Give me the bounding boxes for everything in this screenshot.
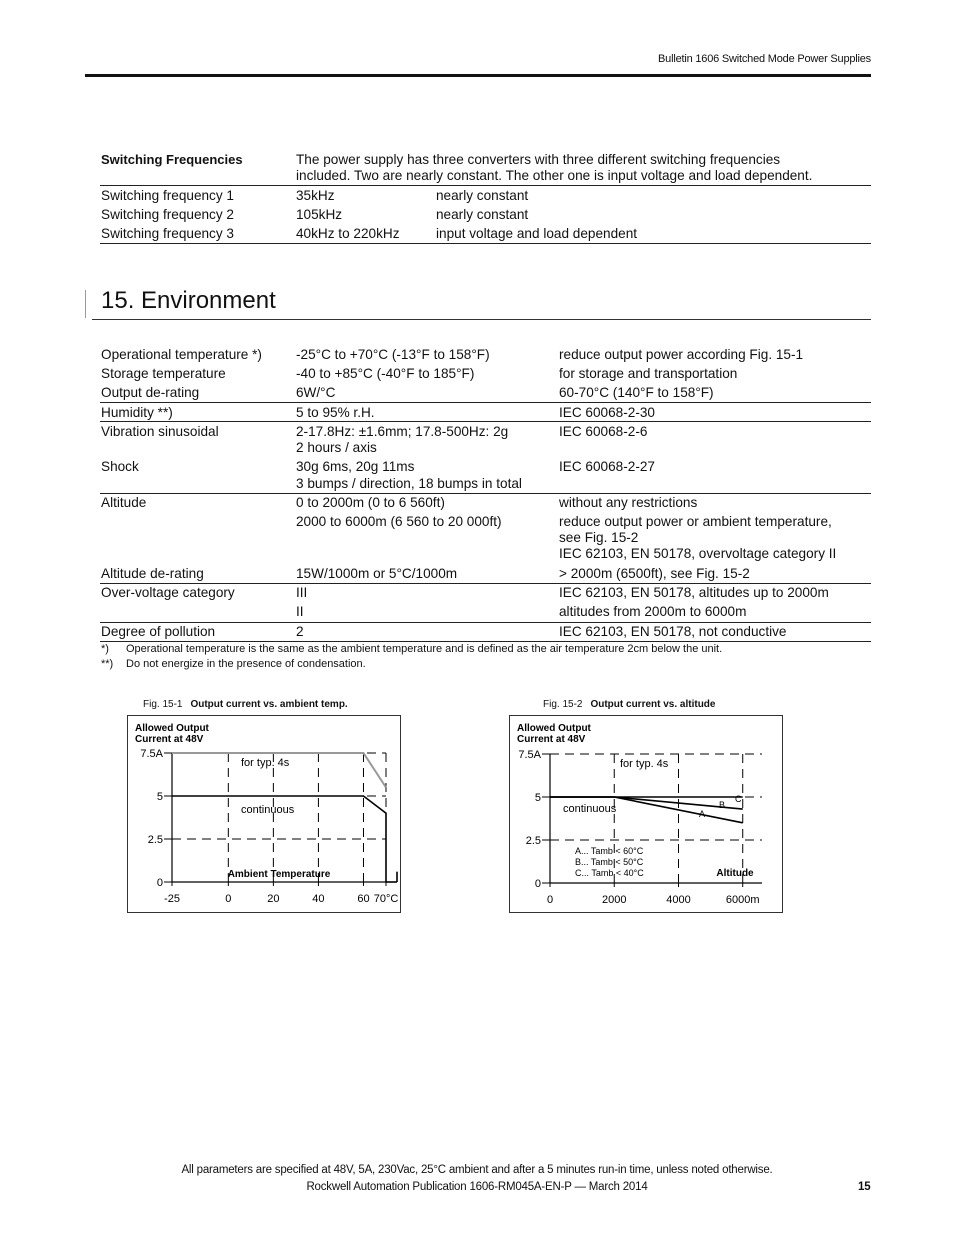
divider (100, 421, 871, 422)
legend-item: B... Tamb < 50°C (575, 857, 644, 867)
fig2-number: Fig. 15-2 (543, 699, 583, 710)
footer-publication: Rockwell Automation Publication 1606-RM045A-EN-P — March 2014 (306, 1181, 648, 1193)
storage-note: for storage and transportation (559, 366, 738, 381)
sw-label-2: Switching frequency 2 (101, 207, 234, 222)
x-tick-label: 40 (312, 893, 325, 905)
series-label-c: C (735, 794, 742, 804)
chart-current-vs-temp (127, 715, 401, 913)
series-label-a: A (699, 809, 706, 819)
humidity-label: Humidity **) (101, 405, 173, 420)
overvoltage-value-2: II (296, 604, 304, 619)
altitude-note-1: without any restrictions (559, 495, 698, 510)
altitude-value-2: 2000 to 6000m (6 560 to 20 000ft) (296, 514, 502, 529)
vibration-note: IEC 60068-2-6 (559, 424, 648, 439)
overvoltage-label: Over-voltage category (101, 585, 235, 600)
fig1-caption (143, 699, 348, 710)
page-number: 15 (858, 1181, 871, 1193)
series-label-b: B (719, 800, 726, 810)
switching-desc-2: included. Two are nearly constant. The other one is input voltage and load dependent. (296, 168, 813, 183)
sw-value-3: 40kHz to 220kHz (296, 226, 400, 241)
x-axis-label: Altitude (716, 868, 754, 879)
alt-derating-value: 15W/1000m or 5°C/1000m (296, 566, 458, 581)
divider (100, 622, 871, 623)
op-temp-value: -25°C to +70°C (-13°F to 158°F) (296, 347, 490, 362)
x-tick-label: 6000m (725, 894, 760, 906)
sw-note-3: input voltage and load dependent (436, 226, 638, 241)
x-axis-label: Ambient Temperature (227, 869, 331, 880)
storage-label: Storage temperature (101, 366, 226, 381)
annotation-continuous: continuous (563, 803, 617, 815)
op-temp-label: Operational temperature *) (101, 347, 262, 362)
divider (100, 493, 871, 494)
derating-label: Output de-rating (101, 385, 200, 400)
legend-item: C... Tamb < 40°C (575, 868, 644, 878)
y-tick-label: 2.5 (525, 835, 541, 847)
pollution-label: Degree of pollution (101, 624, 216, 639)
y-tick-label: 7.5A (140, 748, 163, 760)
x-tick-label: 4000 (666, 894, 691, 906)
footnote-mark-2: **) (101, 658, 114, 670)
y-axis-label: Allowed Output (135, 723, 209, 734)
altitude-note-2a: reduce output power or ambient temperature, (559, 514, 832, 529)
altitude-label: Altitude (101, 495, 147, 510)
x-tick-label: 0 (225, 893, 232, 905)
shock-value-1: 30g 6ms, 20g 11ms (296, 459, 415, 474)
y-tick-label: 5 (156, 791, 163, 803)
y-tick-label: 5 (534, 792, 541, 804)
y-tick-label: 0 (156, 877, 163, 889)
humidity-note: IEC 60068-2-30 (559, 405, 655, 420)
chart-current-vs-altitude (509, 715, 783, 913)
sw-value-1: 35kHz (296, 188, 335, 203)
vibration-value-2: 2 hours / axis (296, 440, 377, 455)
divider (100, 402, 871, 403)
bulletin-header: Bulletin 1606 Switched Mode Power Supplies (658, 53, 871, 65)
x-tick-label: -25 (164, 893, 180, 905)
switching-desc-1: The power supply has three converters with three different switching frequencies (296, 152, 781, 167)
overvoltage-note-1: IEC 62103, EN 50178, altitudes up to 2000m (559, 585, 829, 600)
section-title: 15. Environment (101, 287, 276, 314)
humidity-value: 5 to 95% r.H. (296, 405, 375, 420)
legend-item: A... Tamb < 60°C (575, 846, 644, 856)
altitude-note-2b: see Fig. 15-2 (559, 530, 639, 545)
fig1-title: Output current vs. ambient temp. (190, 699, 348, 710)
y-axis-label: Current at 48V (517, 734, 586, 745)
footnote-mark-1: *) (101, 643, 109, 655)
pollution-value: 2 (296, 624, 304, 639)
divider (100, 583, 871, 584)
overvoltage-value-1: III (296, 585, 308, 600)
y-tick-label: 7.5A (518, 749, 541, 761)
footer-note: All parameters are specified at 48V, 5A, 230Vac, 25°C ambient and after a 5 minutes run-in time, unless noted otherwise. (181, 1164, 773, 1176)
shock-note: IEC 60068-2-27 (559, 459, 655, 474)
sw-label-3: Switching frequency 3 (101, 226, 234, 241)
divider (100, 185, 871, 186)
x-tick-label: 20 (267, 893, 280, 905)
header-rule (85, 74, 871, 77)
shock-value-2: 3 bumps / direction, 18 bumps in total (296, 476, 522, 491)
annotation-continuous: continuous (241, 804, 295, 816)
pollution-note: IEC 62103, EN 50178, not conductive (559, 624, 787, 639)
vibration-label: Vibration sinusoidal (101, 424, 219, 439)
section-rule (92, 319, 871, 320)
y-tick-label: 2.5 (147, 834, 163, 846)
y-axis-label: Current at 48V (135, 734, 204, 745)
derating-note: 60-70°C (140°F to 158°F) (559, 385, 714, 400)
sw-note-2: nearly constant (436, 207, 529, 222)
alt-derating-note: > 2000m (6500ft), see Fig. 15-2 (559, 566, 750, 581)
annotation-typ: for typ. 4s (620, 758, 669, 770)
section-bar (85, 290, 86, 318)
fig2-caption (543, 699, 715, 710)
y-tick-label: 0 (534, 878, 541, 890)
altitude-note-2c: IEC 62103, EN 50178, overvoltage category II (559, 546, 837, 561)
altitude-value-1: 0 to 2000m (0 to 6 560ft) (296, 495, 445, 510)
divider (100, 243, 871, 244)
x-tick-label: 0 (546, 894, 554, 906)
op-temp-note: reduce output power according Fig. 15-1 (559, 347, 804, 362)
sw-note-1: nearly constant (436, 188, 529, 203)
annotation-typ: for typ. 4s (241, 757, 290, 769)
shock-label: Shock (101, 459, 139, 474)
switching-title: Switching Frequencies (101, 152, 243, 167)
storage-value: -40 to +85°C (-40°F to 185°F) (296, 366, 475, 381)
derating-value: 6W/°C (296, 385, 336, 400)
x-tick-label: 2000 (602, 894, 627, 906)
sw-label-1: Switching frequency 1 (101, 188, 234, 203)
overvoltage-note-2: altitudes from 2000m to 6000m (559, 604, 747, 619)
y-axis-label: Allowed Output (517, 723, 591, 734)
sw-value-2: 105kHz (296, 207, 343, 222)
footnote-text-2: Do not energize in the presence of condensation. (126, 658, 366, 670)
fig1-number: Fig. 15-1 (143, 699, 183, 710)
divider (100, 641, 871, 642)
x-tick-label: 60 (357, 893, 370, 905)
x-tick-label: 70°C (373, 893, 399, 905)
footnote-text-1: Operational temperature is the same as the ambient temperature and is defined as the air temperature 2cm below the unit. (126, 643, 723, 655)
fig2-title: Output current vs. altitude (590, 699, 716, 710)
alt-derating-label: Altitude de-rating (101, 566, 204, 581)
vibration-value-1: 2-17.8Hz: ±1.6mm; 17.8-500Hz: 2g (296, 424, 509, 439)
